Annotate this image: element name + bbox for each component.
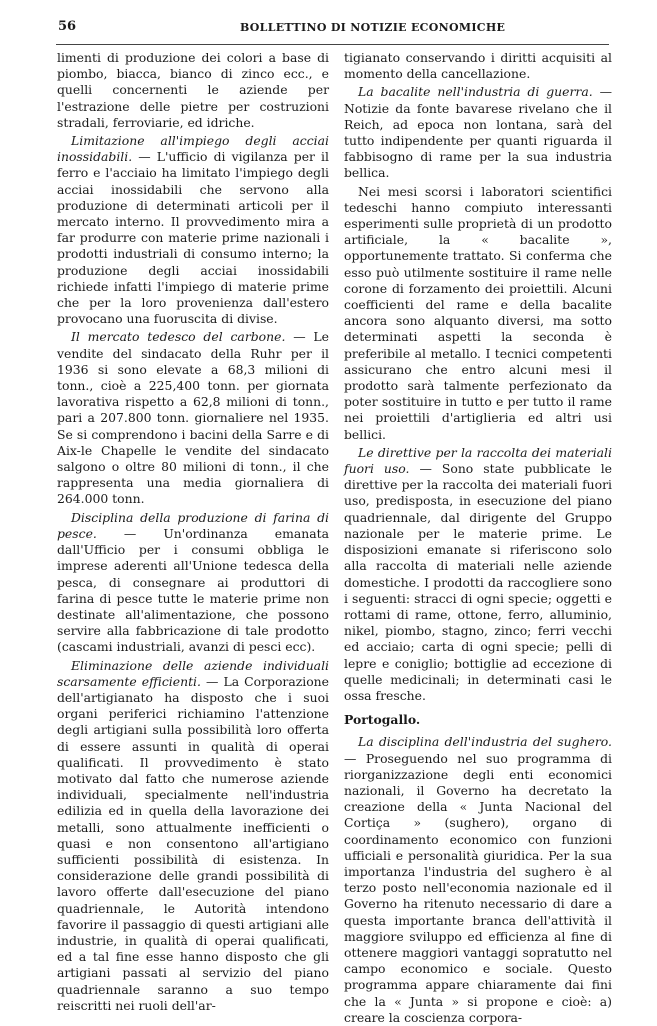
header-rule (56, 44, 609, 45)
paragraph-heading: Disciplina della produzione di farina di pesce. (57, 509, 329, 541)
paragraph-heading: Il mercato tedesco del carbone. (71, 329, 286, 345)
country-heading: Portogallo. (344, 712, 421, 728)
paragraph-heading: Limitazione all'impiego degli acciai inossidabili. (57, 133, 329, 165)
paragraph-heading: La bacalite nell'industria di guerra. (358, 84, 593, 100)
paragraph (344, 50, 612, 82)
paragraph-text: — Notizie da fonte bavarese rivelano che il Reich, ad epoca non lontana, sarà del tutto indipendente per quanti riguarda il fabbisogno di rame per la sua industria bellica. (344, 84, 612, 181)
page-header (0, 10, 657, 40)
paragraph-heading: Eliminazione delle aziende individuali scarsamente efficienti. (57, 657, 329, 689)
paragraph (57, 133, 329, 327)
paragraph-heading: Le direttive per la raccolta dei materiali fuori uso. (344, 444, 612, 477)
paragraph-text: — L'ufficio di vigilanza per il ferro e l'acciaio ha limitato l'impiego degli acciai inossidabili che servono alla produzione di determinati articoli per il mercato interno. Il provvedimento mira a far produrre con materie prime nazionali i prodotti industriali di consumo interno; la produzione degli acciai inossidabili richiede infatti l'impiego di materie prime che per la loro provenienza dall'estero provocano una fuoruscita di divise. (57, 149, 329, 327)
left-column (57, 50, 329, 1014)
paragraph (57, 329, 329, 507)
right-column (344, 50, 612, 1026)
paragraph-text: — Proseguendo nel suo programma di riorganizzazione degli enti economici nazionali, il Governo ha decretato la creazione della « Junta Nacional del Cortiça » (sughero), organo di coordinamento economico con funzioni ufficiali e personalità giuridica. Per la sua importanza l'industria del sughero è al terzo posto nell'economia nazionale ed il Governo ha ritenuto necessario di dare a questa importante branca dell'attività il maggiore sviluppo ed efficienza al fine di ottenere maggiori vantaggi sopratutto nel campo economico e sociale. Questo programma appare chiaramente dai fini che la « Junta » si propone e cioè: a) creare la coscienza corpora- (344, 750, 612, 1025)
paragraph (344, 84, 612, 181)
paragraph-text: — Sono state pubblicate le direttive per la raccolta dei materiali fuori uso, predisposta, in esecuzione del piano quadriennale, dal dirigente del Gruppo nazionale per le materie prime. Le disposizioni emanate si riferiscono solo alla raccolta di materiali nelle aziende domestiche. I prodotti da raccogliere sono i seguenti: stracci di ogni specie; oggetti e rottami di rame, ottone, ferro, alluminio, nikel, piombo, stagno, zinco; ferri vecchi ed acciaio; carta di ogni specie; pelli di lepre e coniglio; bottiglie ad eccezione di quelle medicinali; in determinati casi le ossa fresche. (344, 461, 612, 703)
paragraph (344, 734, 612, 1026)
paragraph: Nei mesi scorsi i laboratori scientifici tedeschi hanno compiuto interessanti esperimenti sulle proprietà di un prodotto artificiale, la « bacalite », opportunemente trattato. Si conferma che esso può utilmente sostituire il rame nelle corone di forzamento dei proiettili. Alcuni coefficienti del rame e della bacalite ancora sono alquanto diversi, ma sotto determinati aspetti la seconda è preferibile al metallo. I tecnici competenti assicurano che entro alcuni mesi il prodotto sarà talmente perfezionato da poter sostituire in tutto e per tutto il rame nei proiettili d'artiglieria ed altri usi bellici. (344, 183, 612, 442)
page-number: 56 (58, 19, 77, 34)
paragraph (57, 658, 329, 1014)
paragraph (57, 510, 329, 656)
paragraph (57, 50, 329, 131)
paragraph (344, 445, 612, 704)
paragraph-text: tigianato conservando i diritti acquisiti al momento della cancellazione. (344, 50, 612, 82)
paragraph-text: — La Corporazione dell'artigianato ha disposto che i suoi organi periferici richiamino l'attenzione degli artigiani sulla possibilità loro offerta di essere assunti in qualità di operai qualificati. Il provvedimento è stato motivato dal fatto che numerose aziende individuali, specialmente nell'industria edilizia ed in quella della lavorazione dei metalli, sono attualmente inefficienti o quasi e non consentono all'artigiano sufficienti possibilità di esistenza. In considerazione delle grandi possibilità di lavoro offerte dall'esecuzione del piano quadriennale, le Autorità intendono favorire il passaggio di questi artigiani alle industrie, in qualità di operai qualificati, ed a tal fine esse hanno disposto che gli artigiani passati al servizio del piano quadriennale saranno a suo tempo reiscritti nei ruoli dell'ar- (57, 673, 329, 1013)
paragraph-heading: La disciplina dell'industria del sughero. (358, 734, 612, 750)
paragraph-text: — Un'ordinanza emanata dall'Ufficio per i consumi obbliga le imprese aderenti all'Unione tedesca della pesca, di consegnare ai produttori di farina di pesce tutte le materie prime non destinate all'alimentazione, che possono servire alla fabbricazione di tale prodotto (cascami industriali, avanzi di pesci ecc). (57, 525, 329, 655)
paragraph-text: — Le vendite del sindacato della Ruhr per il 1936 si sono elevate a 68,3 milioni di tonn., cioè a 225,400 tonn. per giornata lavorativa rispetto a 62,8 milioni di tonn., pari a 207.800 tonn. giornaliere nel 1935. Se si comprendono i bacini della Sarre e di Aix-le Chapelle le vendite del sindacato salgono o oltre 80 milioni di tonn., il che rappresenta una media giornaliera di 264.000 tonn. (57, 329, 329, 507)
paragraph-text: limenti di produzione dei colori a base di piombo, biacca, bianco di zinco ecc., e quelli concernenti le aziende per l'estrazione delle pietre per costruzioni stradali, ferroviarie, ed idriche. (57, 50, 329, 130)
running-title: BOLLETTINO DI NOTIZIE ECONOMICHE (240, 21, 506, 34)
